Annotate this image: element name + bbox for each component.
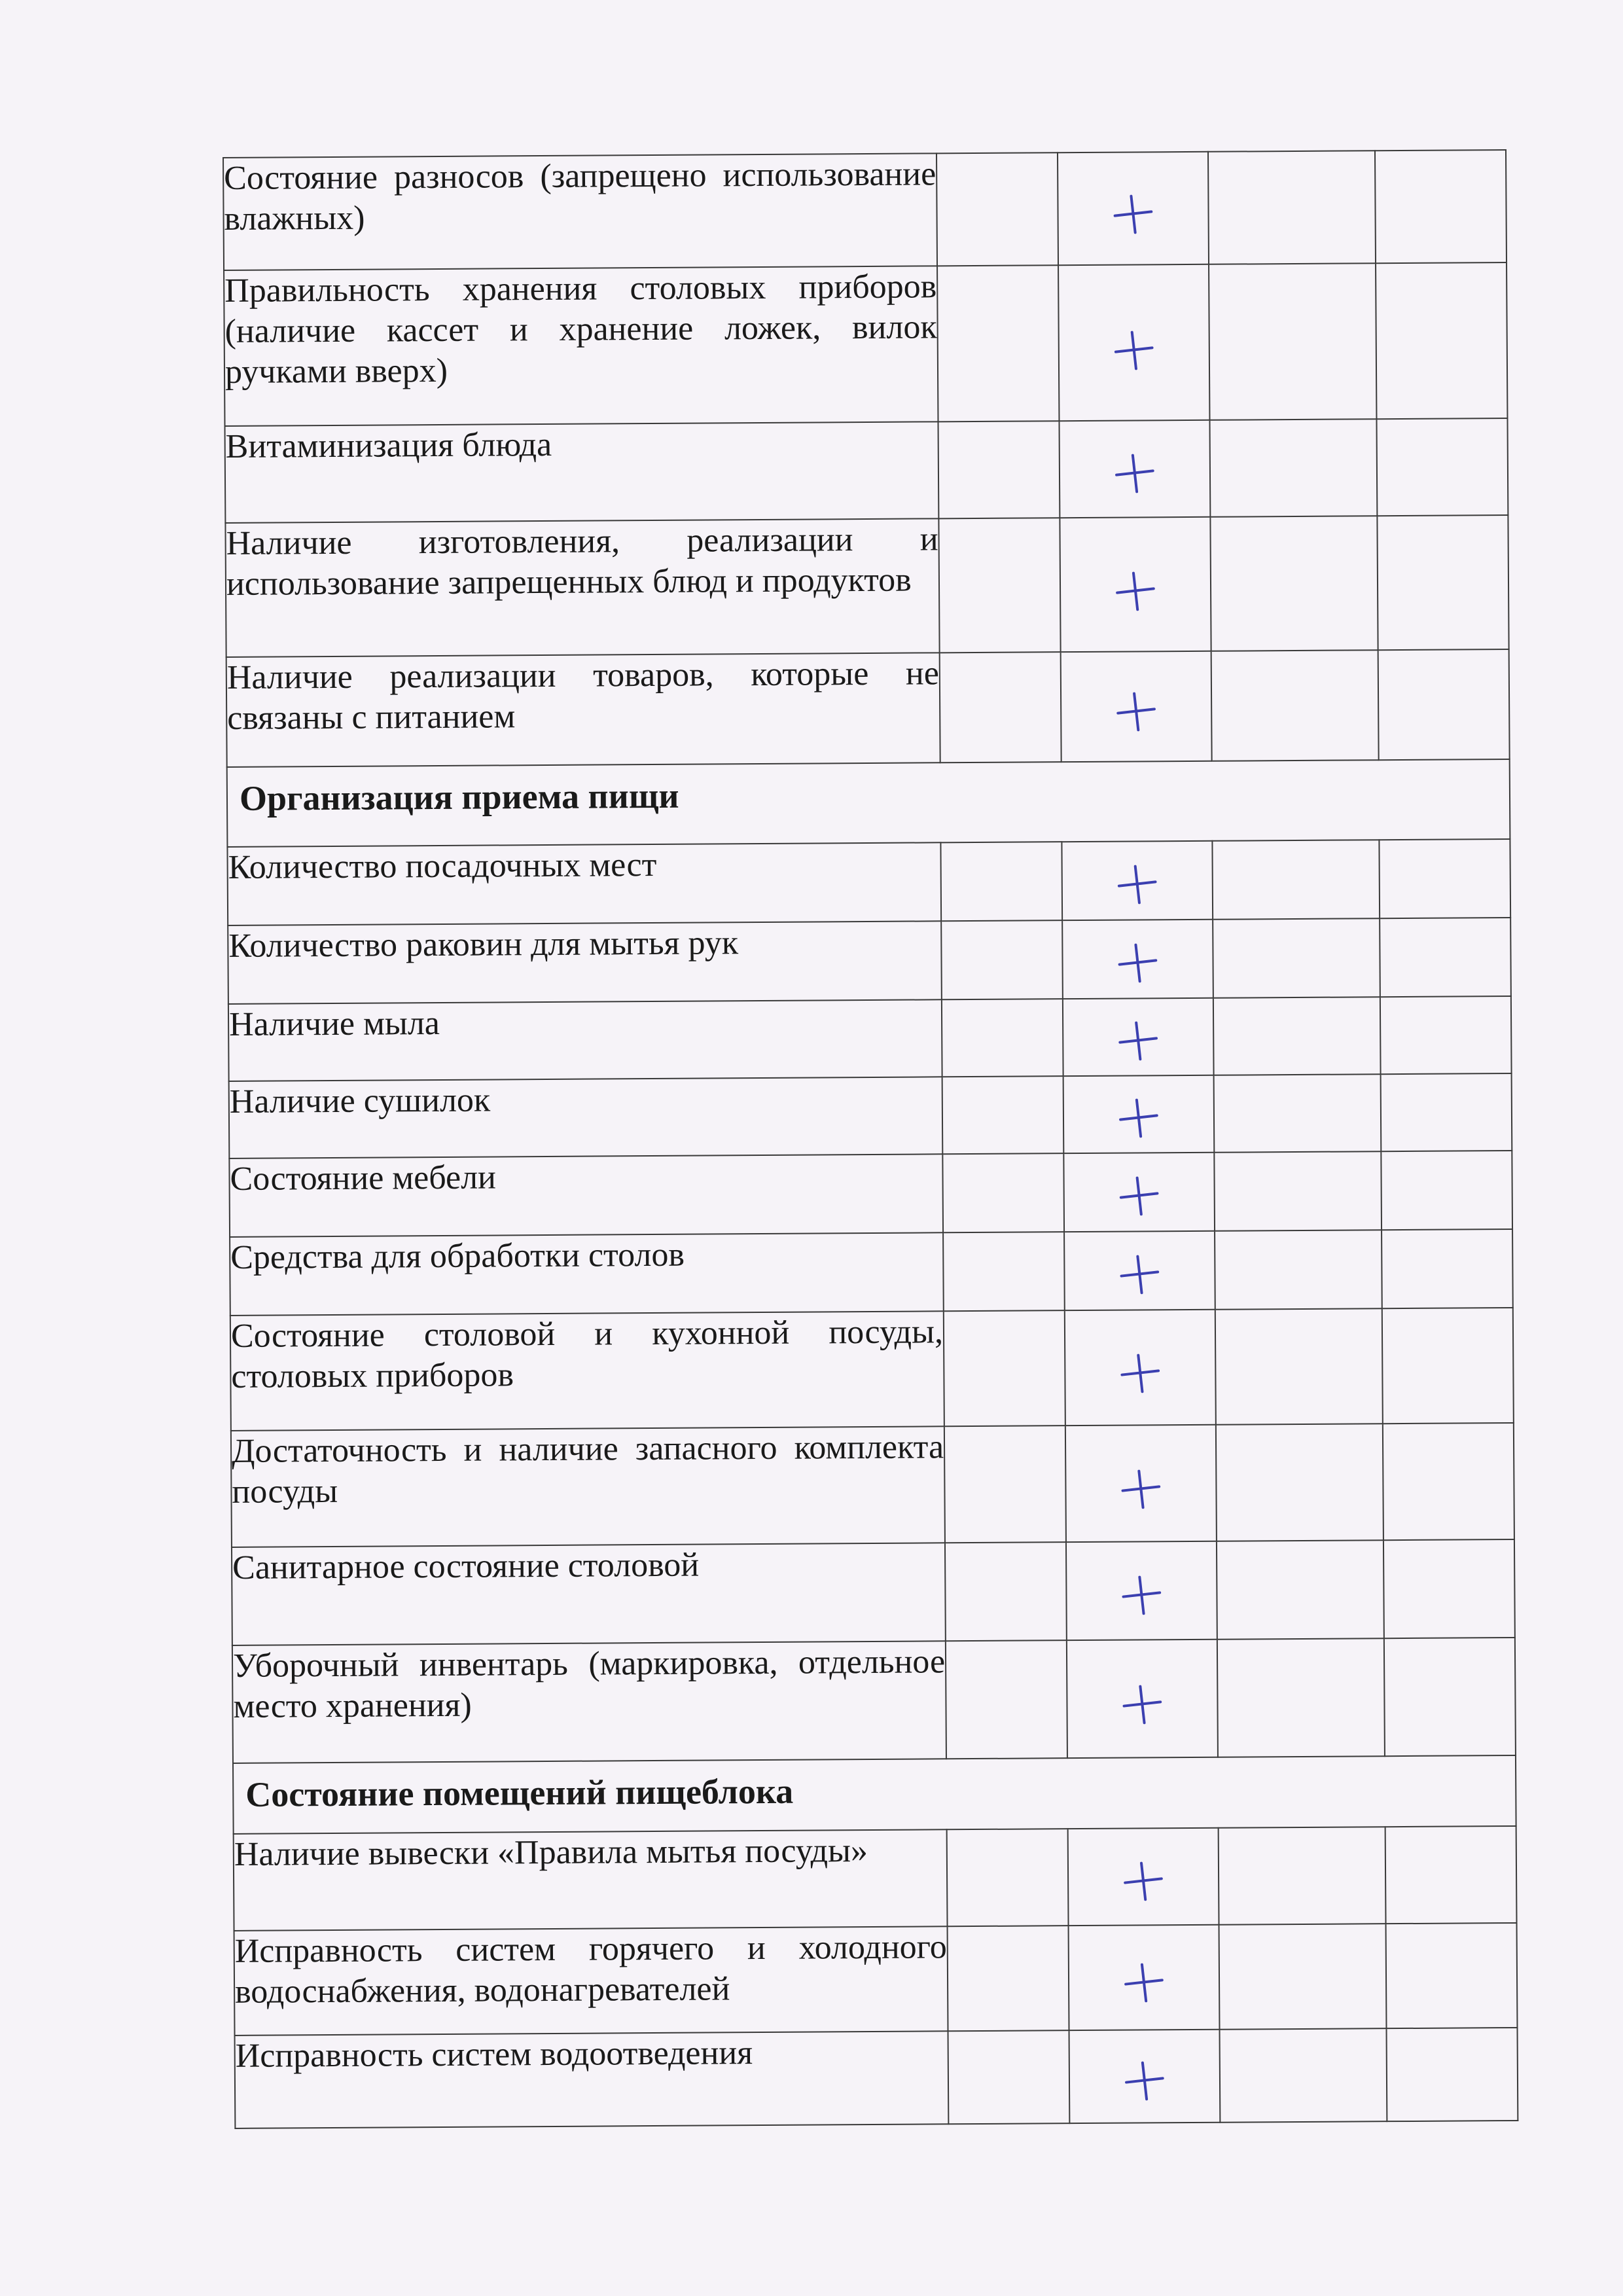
plus-mark-icon: [1118, 1253, 1161, 1296]
empty-cell: [1215, 1308, 1383, 1425]
checklist-table: [223, 149, 1518, 2129]
criterion-cell: Наличие изготовления, реализации и использование запрещенных блюд и продуктов: [225, 518, 939, 657]
plus-mark-icon: [1117, 1096, 1160, 1139]
empty-cell: [1216, 1424, 1383, 1541]
table-row: [228, 996, 1512, 1081]
check-cell: [1065, 1310, 1216, 1426]
empty-cell: [1214, 1074, 1382, 1153]
table-row: [230, 1308, 1514, 1431]
section-title: Состояние помещений пищеблока: [233, 1755, 1516, 1834]
plus-mark-icon: [1119, 1467, 1162, 1511]
empty-cell: [940, 652, 1061, 762]
table-row: [232, 1638, 1516, 1763]
empty-cell: [1209, 419, 1377, 517]
empty-cell: [1217, 1638, 1385, 1757]
criterion-cell: Достаточность и наличие запасного комплекта посуды: [231, 1426, 945, 1547]
empty-cell: [1383, 1423, 1514, 1540]
check-cell: [1061, 651, 1212, 762]
plus-mark-icon: [1118, 1352, 1162, 1395]
empty-cell: [1208, 151, 1376, 264]
criterion-cell: Наличие мыла: [228, 999, 942, 1081]
table-row: [225, 418, 1508, 523]
empty-cell: [936, 152, 1058, 266]
criterion-cell: Состояние столовой и кухонной посуды, столовых приборов: [230, 1311, 944, 1431]
plus-mark-icon: [1122, 1961, 1166, 2004]
plus-mark-icon: [1114, 569, 1157, 613]
empty-cell: [945, 1542, 1067, 1641]
empty-cell: [1219, 1924, 1387, 2030]
empty-cell: [1384, 1638, 1516, 1756]
empty-cell: [940, 842, 1062, 921]
empty-cell: [1213, 918, 1380, 998]
check-cell: [1066, 1541, 1217, 1640]
empty-cell: [942, 999, 1063, 1077]
plus-mark-icon: [1116, 941, 1159, 984]
check-cell: [1059, 420, 1210, 518]
empty-cell: [1219, 1827, 1386, 1925]
empty-cell: [938, 421, 1060, 518]
empty-cell: [948, 2030, 1070, 2124]
plus-mark-icon: [1113, 329, 1156, 372]
table-row: [228, 918, 1511, 1004]
criterion-cell: Наличие реализации товаров, которые не связаны с питанием: [226, 653, 940, 767]
empty-cell: [1211, 650, 1379, 761]
criterion-cell: Наличие вывески «Правила мытья посуды»: [234, 1829, 948, 1931]
empty-cell: [1376, 418, 1508, 516]
empty-cell: [946, 1640, 1067, 1759]
criterion-cell: Количество посадочных мест: [227, 842, 941, 925]
plus-mark-icon: [1116, 863, 1159, 906]
empty-cell: [1381, 1151, 1512, 1230]
empty-cell: [1375, 150, 1507, 263]
check-cell: [1063, 998, 1214, 1076]
empty-cell: [942, 1153, 1064, 1232]
criterion-cell: Исправность систем горячего и холодного водоснабжения, водонагревателей: [234, 1926, 948, 2036]
criterion-cell: Исправность систем водоотведения: [235, 2031, 949, 2128]
table-row: [230, 1229, 1513, 1316]
plus-mark-icon: [1120, 1683, 1164, 1726]
empty-cell: [1380, 918, 1511, 997]
plus-mark-icon: [1115, 691, 1158, 734]
criterion-cell: Витаминизация блюда: [225, 422, 939, 523]
empty-cell: [1377, 515, 1508, 650]
criterion-cell: Уборочный инвентарь (маркировка, отдельное место хранения): [232, 1641, 946, 1763]
empty-cell: [1386, 2028, 1518, 2121]
empty-cell: [1210, 516, 1378, 651]
check-cell: [1069, 2030, 1221, 2123]
empty-cell: [1376, 262, 1507, 419]
empty-cell: [1217, 1540, 1384, 1640]
criterion-cell: Количество раковин для мытья рук: [228, 921, 942, 1004]
table-row: [235, 2028, 1518, 2128]
empty-cell: [1381, 1073, 1512, 1151]
empty-cell: [942, 1076, 1064, 1154]
empty-cell: [941, 920, 1063, 999]
empty-cell: [947, 1829, 1069, 1926]
check-cell: [1060, 517, 1211, 652]
empty-cell: [1214, 1151, 1382, 1231]
empty-cell: [1379, 839, 1510, 918]
empty-cell: [948, 1926, 1069, 2031]
table-row: [232, 1539, 1515, 1645]
empty-cell: [1215, 1230, 1382, 1310]
empty-cell: [1382, 1229, 1513, 1308]
table-row: [227, 839, 1510, 925]
table-row: [234, 1826, 1517, 1931]
plus-mark-icon: [1118, 1174, 1161, 1217]
check-cell: [1058, 152, 1209, 265]
criterion-cell: Средства для обработки столов: [230, 1232, 944, 1316]
table-row: [226, 649, 1510, 767]
empty-cell: [1378, 649, 1510, 760]
check-cell: [1063, 1075, 1215, 1153]
criterion-cell: Санитарное состояние столовой: [232, 1543, 946, 1645]
criterion-cell: Правильность хранения столовых приборов (наличие кассет и хранение ложек, вилок ручками вверх): [224, 266, 938, 426]
table-row: [231, 1423, 1514, 1547]
empty-cell: [1383, 1539, 1515, 1638]
empty-cell: [1380, 996, 1512, 1074]
check-cell: [1065, 1425, 1217, 1542]
plus-mark-icon: [1111, 192, 1154, 236]
plus-mark-icon: [1116, 1019, 1160, 1062]
table-row: [229, 1151, 1512, 1237]
plus-mark-icon: [1120, 1574, 1163, 1617]
check-cell: [1068, 1828, 1219, 1926]
checklist-sheet: [223, 149, 1517, 2129]
section-row: [227, 759, 1510, 847]
check-cell: [1062, 920, 1213, 999]
table-row: [234, 1923, 1518, 2036]
plus-mark-icon: [1122, 1860, 1165, 1903]
check-cell: [1061, 841, 1213, 920]
section-row: [233, 1755, 1516, 1834]
empty-cell: [1212, 840, 1380, 920]
table-row: [224, 262, 1507, 426]
empty-cell: [1220, 2028, 1387, 2123]
table-row: [225, 515, 1508, 657]
empty-cell: [944, 1426, 1066, 1543]
empty-cell: [1213, 997, 1381, 1075]
check-cell: [1067, 1640, 1218, 1758]
empty-cell: [937, 265, 1059, 422]
criterion-cell: Наличие сушилок: [229, 1077, 943, 1158]
criterion-cell: Состояние мебели: [229, 1154, 943, 1237]
plus-mark-icon: [1123, 2059, 1166, 2102]
check-cell: [1064, 1231, 1215, 1310]
empty-cell: [943, 1232, 1065, 1311]
empty-cell: [1385, 1826, 1517, 1924]
empty-cell: [1386, 1923, 1518, 2028]
table-row: [223, 150, 1507, 270]
empty-cell: [1382, 1308, 1514, 1424]
section-title: Организация приема пищи: [227, 759, 1510, 847]
check-cell: [1058, 264, 1209, 421]
empty-cell: [938, 518, 1060, 653]
check-cell: [1069, 1925, 1220, 2030]
check-cell: [1063, 1153, 1215, 1232]
criterion-cell: Состояние разносов (запрещено использование влажных): [223, 153, 937, 270]
empty-cell: [1209, 263, 1376, 420]
empty-cell: [944, 1310, 1065, 1426]
table-row: [229, 1073, 1512, 1158]
plus-mark-icon: [1113, 452, 1156, 495]
